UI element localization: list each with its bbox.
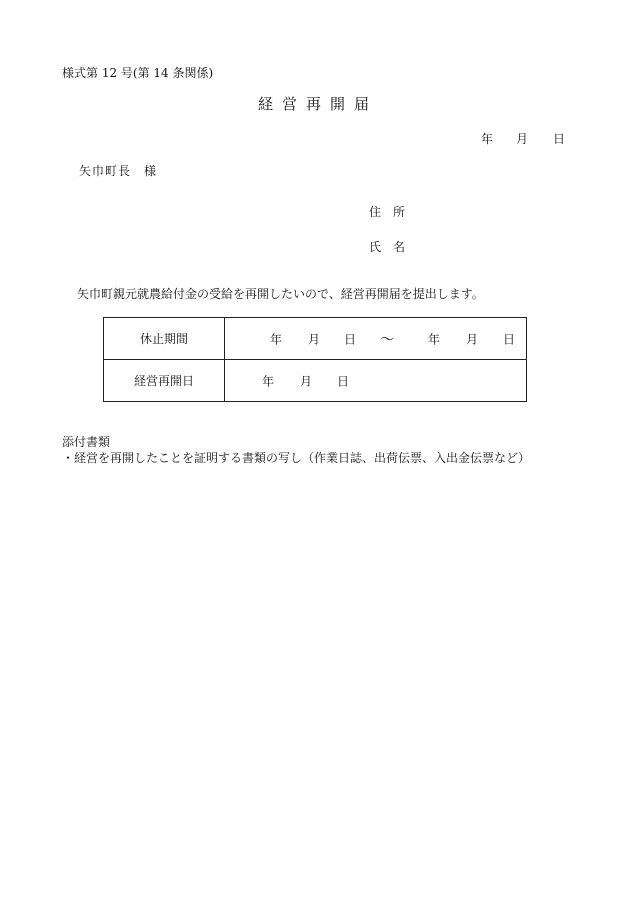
to-year-label: 年: [428, 332, 441, 346]
addressee: 矢巾町長 様: [79, 164, 158, 178]
to-day-label: 日: [503, 332, 516, 346]
info-table: [103, 317, 527, 402]
date-month-label: 月: [516, 132, 529, 146]
resumption-date-value: [225, 360, 527, 402]
table-row: [104, 318, 527, 360]
from-month-label: 月: [308, 332, 321, 346]
to-month-label: 月: [466, 332, 479, 346]
resumption-date-label: 経営再開日: [104, 360, 225, 402]
table-row: [104, 360, 527, 402]
period-separator: ～: [380, 331, 394, 348]
attachments-heading: 添付書類: [62, 435, 111, 449]
suspension-period-label: 休止期間: [104, 318, 225, 360]
resume-year-label: 年: [262, 374, 275, 388]
statement-text: 矢巾町親元就農給付金の受給を再開したいので、経営再開届を提出します。: [77, 287, 484, 301]
address-label: 住 所: [369, 205, 406, 219]
resume-day-label: 日: [337, 374, 350, 388]
attachment-item: ・経営を再開したことを証明する書類の写し（作業日誌、出荷伝票、入出金伝票など）: [62, 451, 531, 465]
document-title: 経営再開届: [257, 95, 378, 113]
form-number: 様式第 12 号(第 14 条関係): [62, 66, 214, 80]
suspension-period-value: [225, 318, 527, 360]
from-day-label: 日: [344, 332, 357, 346]
date-day-label: 日: [553, 132, 566, 146]
resume-month-label: 月: [300, 374, 313, 388]
date-year-label: 年: [481, 132, 494, 146]
from-year-label: 年: [270, 332, 283, 346]
name-label: 氏 名: [369, 240, 406, 254]
